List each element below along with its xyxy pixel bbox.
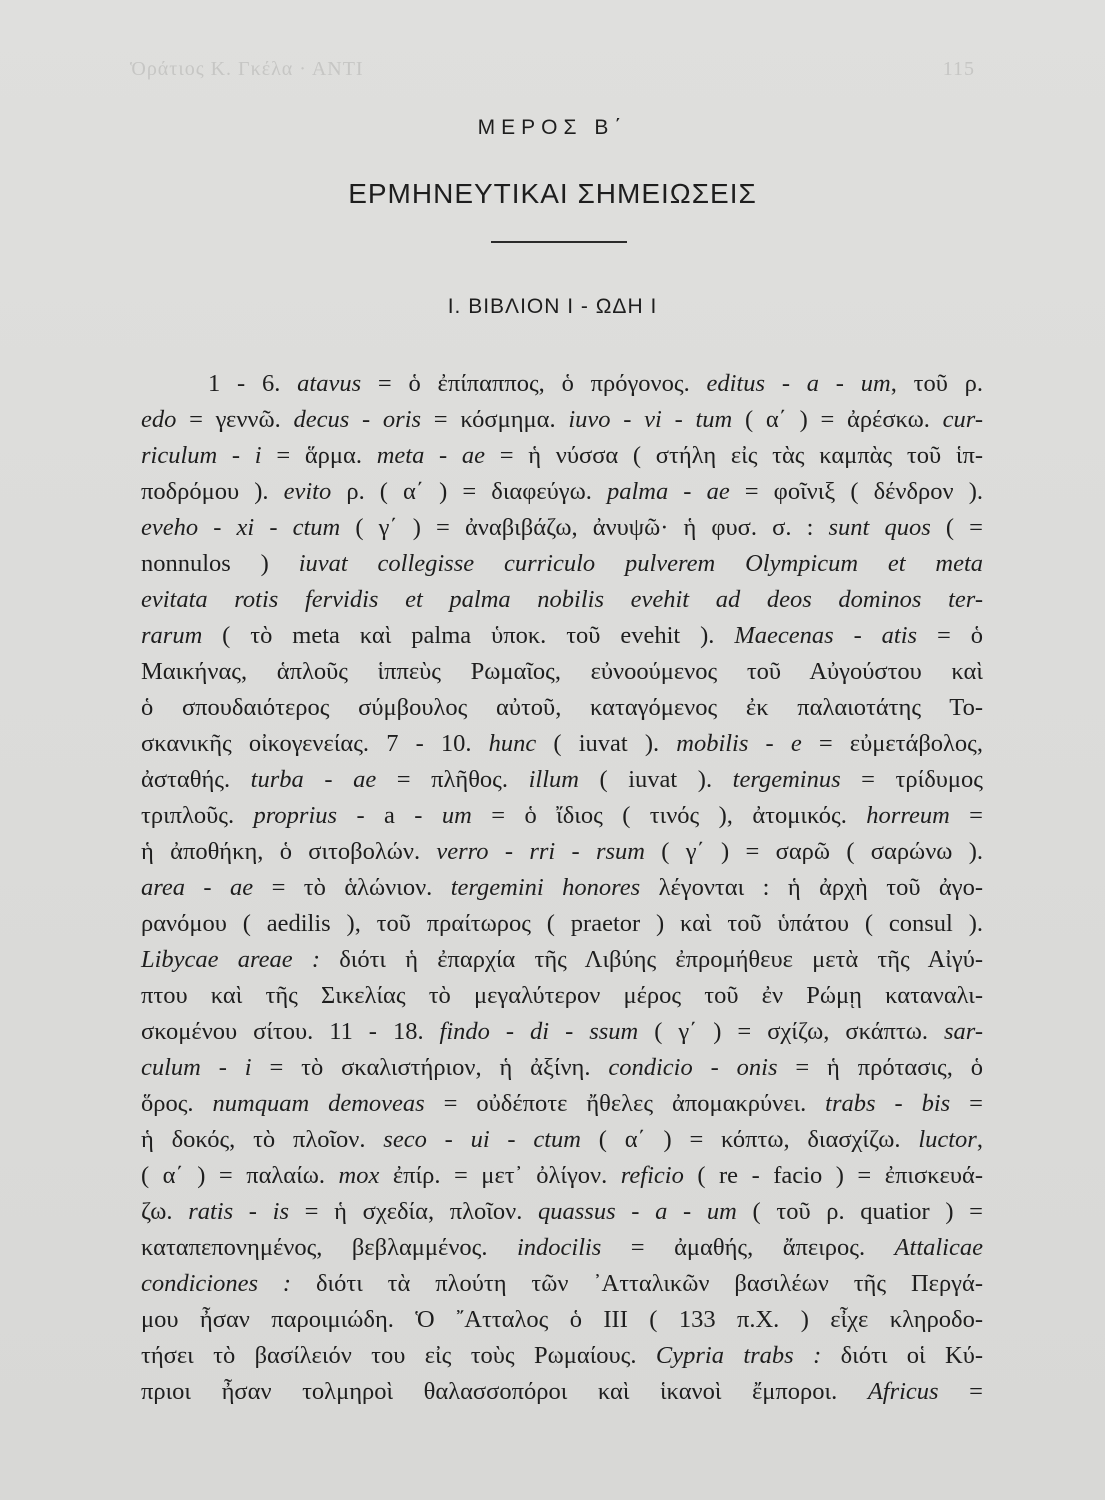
- latin-term: hunc: [488, 730, 537, 757]
- latin-term: reficio: [620, 1162, 684, 1189]
- text-segment: ζω.: [141, 1198, 189, 1225]
- latin-term: a: [806, 370, 820, 397]
- text-line: [141, 1302, 983, 1338]
- latin-term: mox: [338, 1162, 380, 1189]
- text-segment: -: [610, 406, 645, 433]
- text-segment: -: [254, 514, 293, 541]
- text-segment: -: [667, 1198, 707, 1225]
- text-segment: nonnulos ): [141, 550, 299, 577]
- latin-term: cur-: [942, 406, 983, 433]
- latin-term: indocilis: [516, 1234, 602, 1261]
- text-segment: = τὸ ἁλώνιον.: [253, 874, 451, 901]
- section-heading: Ι. ΒΙΒΛΙΟΝ Ι - ΩΔΗ Ι: [447, 295, 658, 318]
- text-segment: = ἅρμα.: [261, 442, 377, 469]
- text-segment: -: [833, 622, 882, 649]
- text-segment: τριπλοῦς.: [141, 802, 254, 829]
- latin-term: Libycae areae :: [141, 946, 320, 973]
- text-line: [141, 1158, 983, 1194]
- latin-term: evito: [283, 478, 332, 505]
- text-line: [141, 1338, 983, 1374]
- text-line: [141, 1122, 983, 1158]
- latin-term: tum: [695, 406, 733, 433]
- latin-term: horreum: [866, 802, 950, 829]
- text-segment: μου ἦσαν παροιμιώδη. Ὁ ῎Ατταλος ὁ ΙΙΙ ( 133 π.Χ. ) εἶχε κληροδο-: [141, 1306, 983, 1333]
- text-line: [141, 1230, 983, 1266]
- text-segment: -: [549, 1018, 590, 1045]
- text-segment: πριοι ἦσαν τολμηροὶ θαλασσοπόροι καὶ ἱκανοὶ ἔμποροι.: [141, 1378, 868, 1405]
- text-line: [141, 582, 983, 618]
- text-segment: = ἡ πρότασις, ὁ: [777, 1054, 983, 1081]
- text-segment: -: [349, 406, 383, 433]
- latin-term: Africus: [867, 1378, 939, 1405]
- text-segment: ( γ΄ ) = ἀναβιβάζω, ἀνυψῶ· ἡ φυσ. σ. :: [340, 514, 829, 541]
- latin-term: turba: [250, 766, 304, 793]
- text-line: [141, 618, 983, 654]
- text-segment: = οὐδέποτε ἤθελες ἀπομακρύνει.: [424, 1090, 826, 1117]
- text-line: [141, 690, 983, 726]
- latin-term: condiciones :: [141, 1270, 292, 1297]
- latin-term: sunt quos: [828, 514, 931, 541]
- text-segment: -: [875, 1090, 922, 1117]
- latin-term: numquam demoveas: [212, 1090, 425, 1117]
- latin-term: rsum: [595, 838, 645, 865]
- text-segment: = ἡ σχεδία, πλοῖον.: [288, 1198, 538, 1225]
- text-line: [141, 510, 983, 546]
- latin-term: quassus: [538, 1198, 616, 1225]
- text-segment: -: [426, 1126, 471, 1153]
- latin-term: evitata rotis fervidis et palma nobilis evehit ad deos dominos ter-: [141, 586, 983, 613]
- latin-term: ui: [470, 1126, 490, 1153]
- text-line: [141, 942, 983, 978]
- latin-term: condicio: [608, 1054, 693, 1081]
- text-segment: -: [692, 1054, 737, 1081]
- text-segment: -: [748, 730, 791, 757]
- latin-term: meta: [376, 442, 425, 469]
- latin-term: decus: [293, 406, 350, 433]
- latin-term: ssum: [589, 1018, 639, 1045]
- text-segment: ,: [976, 1126, 983, 1153]
- latin-term: iuvo: [568, 406, 611, 433]
- latin-term: area: [141, 874, 185, 901]
- latin-term: ctum: [533, 1126, 581, 1153]
- latin-term: bis: [921, 1090, 951, 1117]
- text-segment: ὅρος.: [141, 1090, 213, 1117]
- latin-term: trabs: [825, 1090, 876, 1117]
- text-segment: = ἀμαθής, ἄπειρος.: [601, 1234, 895, 1261]
- latin-term: atis: [881, 622, 918, 649]
- latin-term: um: [441, 802, 472, 829]
- latin-term: um: [860, 370, 891, 397]
- page-title: ΕΡΜΗΝΕΥΤΙΚΑΙ ΣΗΜΕΙΩΣΕΙΣ: [348, 178, 757, 209]
- latin-term: culum: [141, 1054, 201, 1081]
- text-segment: σκομένου σίτου. 11 - 18.: [141, 1018, 440, 1045]
- title-divider: [491, 241, 627, 243]
- text-segment: τήσει τὸ βασίλειόν του εἰς τοὺς Ρωμαίους.: [141, 1342, 656, 1369]
- text-segment: διότι τὰ πλούτη τῶν ᾽Ατταλικῶν βασιλέων τῆς Περγά-: [291, 1270, 983, 1297]
- text-segment: = ἡ νύσσα ( στήλη εἰς τὰς καμπὰς τοῦ ἱπ-: [485, 442, 983, 469]
- text-segment: διότι οἱ Κύ-: [821, 1342, 983, 1369]
- latin-term: ae: [706, 478, 730, 505]
- latin-term: onis: [736, 1054, 778, 1081]
- text-segment: ( α΄ ) = κόπτω, διασχίζω.: [580, 1126, 919, 1153]
- text-segment: καταπεπονημένος, βεβλαμμένος.: [141, 1234, 517, 1261]
- latin-term: palma: [606, 478, 669, 505]
- text-segment: = τὸ σκαλιστήριον, ἡ ἀξίνη.: [251, 1054, 609, 1081]
- page-number: 115: [942, 58, 975, 80]
- text-segment: σκανικῆς οἰκογενείας. 7 - 10.: [141, 730, 489, 757]
- text-segment: ( iuvat ).: [536, 730, 677, 757]
- text-segment: λέγονται : ἡ ἀρχὴ τοῦ ἀγο-: [640, 874, 983, 901]
- text-segment: -: [661, 406, 696, 433]
- latin-term: illum: [528, 766, 579, 793]
- text-segment: διότι ἡ ἐπαρχία τῆς Λιβύης ἐπρομήθευε μετὰ τῆς Αἰγύ-: [320, 946, 983, 973]
- text-segment: ρ. ( α΄ ) = διαφεύγω.: [331, 478, 607, 505]
- latin-term: luctor: [918, 1126, 977, 1153]
- text-segment: -: [489, 1018, 531, 1045]
- latin-term: Attalicae: [894, 1234, 983, 1261]
- latin-term: Cypria trabs :: [655, 1342, 822, 1369]
- text-segment: ἐπίρ. = μετ᾽ ὀλίγον.: [379, 1162, 621, 1189]
- latin-term: rarum: [141, 622, 203, 649]
- latin-term: sar-: [943, 1018, 983, 1045]
- text-segment: = πλῆθος.: [376, 766, 529, 793]
- text-segment: -: [303, 766, 354, 793]
- text-segment: -: [424, 442, 462, 469]
- text-segment: = ὁ ἴδιος ( τινός ), ἀτομικός.: [471, 802, 867, 829]
- text-segment: ( γ΄ ) = σαρῶ ( σαρώνω ).: [645, 838, 983, 865]
- text-segment: πτου καὶ τῆς Σικελίας τὸ μεγαλύτερον μέρος τοῦ ἐν Ρώμῃ καταναλι-: [141, 982, 983, 1009]
- bleed-through-text: Ὁράτιος Κ. Γκέλα · ΑΝΤΙ: [130, 58, 364, 80]
- text-segment: ( re - facio ) = ἐπισκευά-: [683, 1162, 983, 1189]
- text-line: [141, 1014, 983, 1050]
- latin-term: rri: [529, 838, 556, 865]
- text-segment: -: [668, 478, 707, 505]
- latin-term: eveho: [141, 514, 199, 541]
- latin-term: tergemini honores: [450, 874, 641, 901]
- text-line: [141, 1266, 983, 1302]
- text-segment: = κόσμημα.: [421, 406, 569, 433]
- text-segment: ( τοῦ ρ. quatior ) =: [736, 1198, 983, 1225]
- text-segment: ( α΄ ) = παλαίω.: [141, 1162, 339, 1189]
- text-segment: - a -: [337, 802, 442, 829]
- latin-term: i: [254, 442, 262, 469]
- text-segment: ἡ ἀποθήκη, ὁ σιτοβολών.: [141, 838, 437, 865]
- latin-term: riculum: [141, 442, 218, 469]
- latin-term: Maecenas: [734, 622, 834, 649]
- text-segment: ρανόμου ( aedilis ), τοῦ πραίτωρος ( praetor ) καὶ τοῦ ὑπάτου ( consul ).: [141, 910, 983, 937]
- text-segment: , τοῦ ρ.: [890, 370, 983, 397]
- text-segment: -: [615, 1198, 656, 1225]
- text-line: [141, 834, 983, 870]
- text-line: [141, 906, 983, 942]
- latin-term: a: [655, 1198, 668, 1225]
- text-segment: =: [950, 1090, 983, 1117]
- text-line: [141, 474, 983, 510]
- text-line: [141, 1086, 983, 1122]
- text-segment: -: [488, 838, 530, 865]
- text-segment: = φοῖνιξ ( δένδρον ).: [729, 478, 983, 505]
- bleed-through-header: [130, 58, 975, 81]
- text-line: [208, 366, 983, 402]
- text-line: [141, 438, 983, 474]
- text-segment: -: [489, 1126, 534, 1153]
- latin-term: ctum: [292, 514, 341, 541]
- text-segment: ( α΄ ) = ἀρέσκω.: [732, 406, 943, 433]
- text-line: [141, 1374, 983, 1410]
- text-line: [141, 798, 983, 834]
- text-segment: 1 - 6.: [208, 370, 298, 397]
- latin-term: di: [530, 1018, 550, 1045]
- text-segment: ( iuvat ).: [578, 766, 733, 793]
- text-segment: ἡ δοκός, τὸ πλοῖον.: [141, 1126, 384, 1153]
- text-line: [141, 870, 983, 906]
- latin-term: i: [244, 1054, 252, 1081]
- latin-term: ae: [461, 442, 486, 469]
- text-segment: -: [555, 838, 596, 865]
- text-segment: Μαικήνας, ἁπλοῦς ἱππεὺς Ρωμαῖος, εὐνοούμενος τοῦ Αὐγούστου καὶ: [141, 658, 983, 685]
- latin-term: ae: [230, 874, 254, 901]
- latin-term: iuvat collegisse curriculo pulverem Olympicum et meta: [298, 550, 984, 577]
- latin-term: e: [790, 730, 802, 757]
- latin-term: seco: [383, 1126, 427, 1153]
- text-segment: = τρίδυμος: [840, 766, 983, 793]
- latin-term: ratis: [188, 1198, 234, 1225]
- latin-term: verro: [436, 838, 489, 865]
- text-segment: ( =: [930, 514, 983, 541]
- text-segment: -: [185, 874, 231, 901]
- latin-term: tergeminus: [732, 766, 841, 793]
- text-line: [141, 1194, 983, 1230]
- text-segment: -: [233, 1198, 273, 1225]
- latin-term: findo: [439, 1018, 490, 1045]
- latin-term: um: [706, 1198, 737, 1225]
- text-segment: -: [198, 514, 237, 541]
- text-segment: ( τὸ meta καὶ palma ὑποκ. τοῦ evehit ).: [202, 622, 735, 649]
- text-line: [141, 726, 983, 762]
- text-line: [141, 402, 983, 438]
- text-segment: ( γ΄ ) = σχίζω, σκάπτω.: [638, 1018, 944, 1045]
- text-segment: = εὐμετάβολος,: [801, 730, 984, 757]
- latin-term: oris: [382, 406, 422, 433]
- latin-term: ae: [353, 766, 377, 793]
- text-line: [141, 978, 983, 1014]
- latin-term: proprius: [253, 802, 338, 829]
- latin-term: vi: [644, 406, 662, 433]
- latin-term: is: [272, 1198, 289, 1225]
- latin-term: xi: [236, 514, 255, 541]
- text-segment: ἀσταθής.: [141, 766, 251, 793]
- text-line: [141, 654, 983, 690]
- latin-term: edo: [141, 406, 177, 433]
- text-line: [141, 546, 983, 582]
- text-segment: = ὁ: [917, 622, 983, 649]
- text-segment: =: [949, 802, 983, 829]
- text-segment: ποδρόμου ).: [141, 478, 284, 505]
- text-segment: -: [819, 370, 861, 397]
- part-heading: ΜΕΡΟΣ Β΄: [477, 116, 628, 139]
- text-segment: = γεννῶ.: [176, 406, 294, 433]
- latin-term: editus: [706, 370, 766, 397]
- text-line: [141, 1050, 983, 1086]
- text-segment: =: [938, 1378, 983, 1405]
- latin-term: atavus: [297, 370, 362, 397]
- text-segment: = ὁ ἐπίπαππος, ὁ πρόγονος.: [361, 370, 707, 397]
- text-segment: -: [217, 442, 255, 469]
- text-segment: -: [200, 1054, 245, 1081]
- text-segment: -: [765, 370, 807, 397]
- text-line: [141, 762, 983, 798]
- latin-term: mobilis: [676, 730, 749, 757]
- text-segment: ὁ σπουδαιότερος σύμβουλος αὐτοῦ, καταγόμενος ἐκ παλαιοτάτης Το-: [141, 694, 983, 721]
